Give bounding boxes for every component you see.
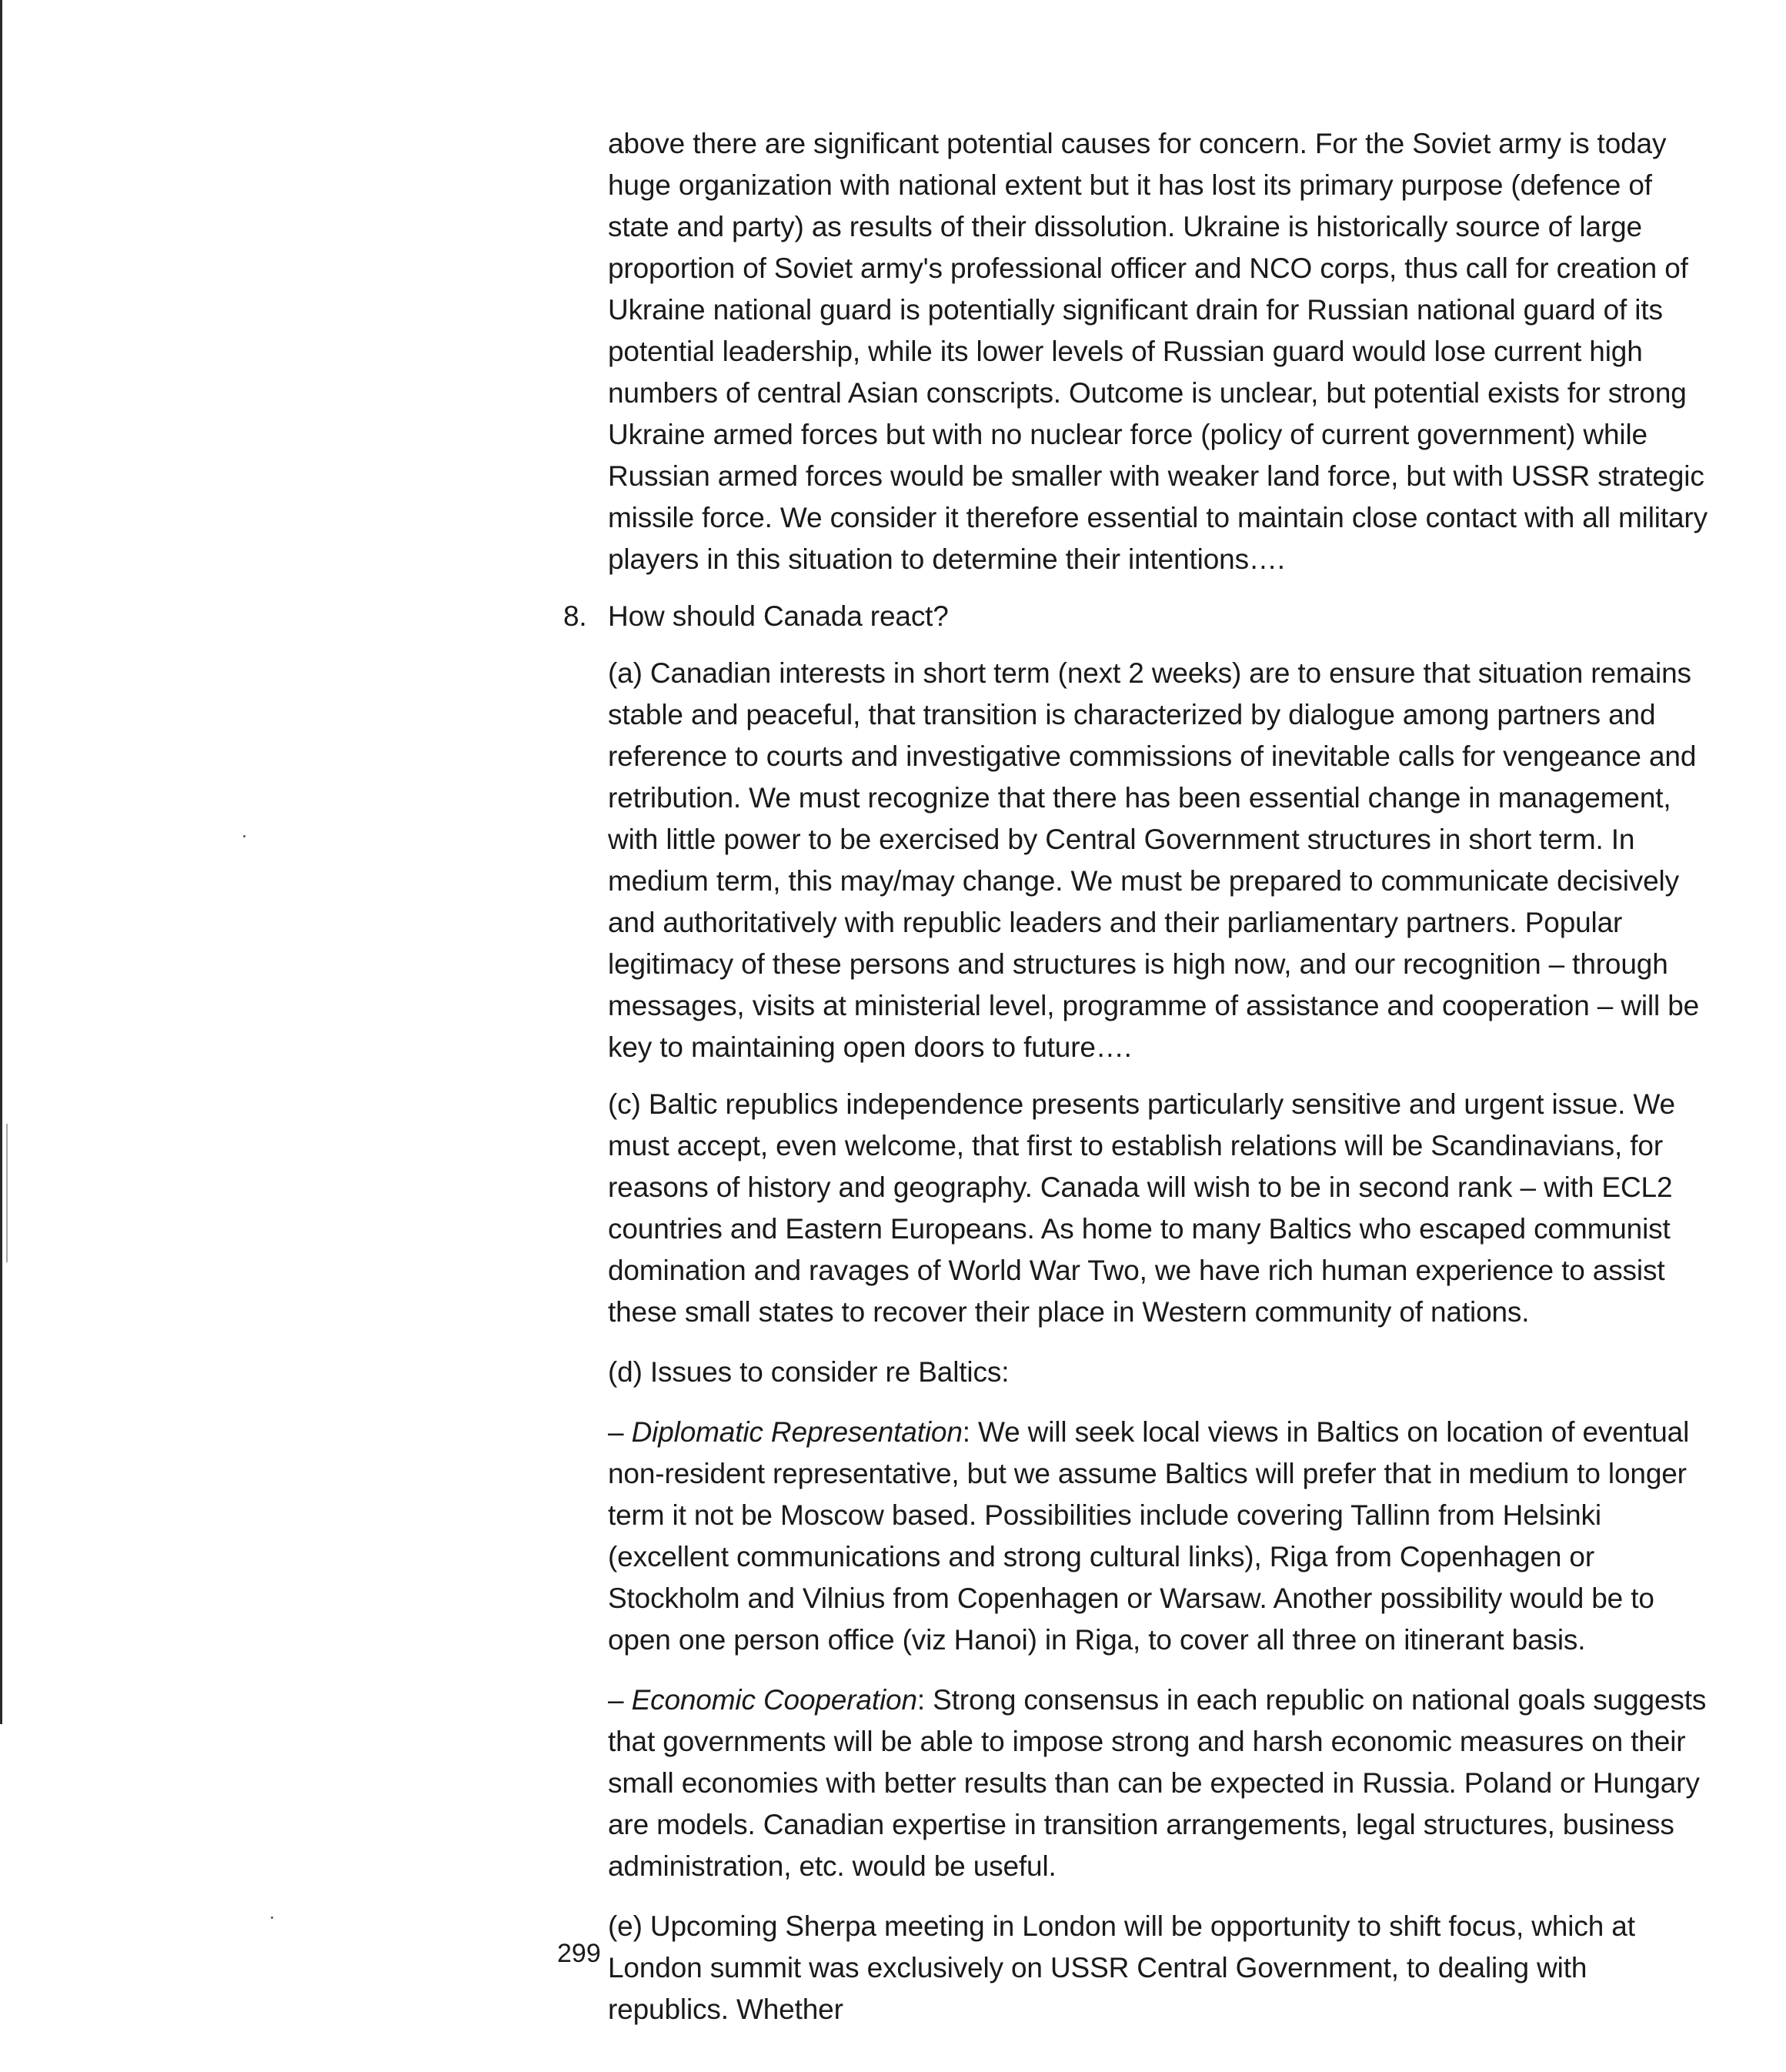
item-number: 8. [563, 600, 587, 632]
paragraph-economic-cooperation [608, 1679, 1708, 1887]
diplomatic-representation-text: : We will seek local views in Baltics on location of eventual non-resident representative, but we assume Baltics will prefer that in medium to longer term it not be Moscow based. Possibilities include covering Tallinn from Helsinki (excellent communications and strong cultural links), Riga from Copenhagen or Stockholm and Vilnius from Copenhagen or Warsaw. Another possibility would be to open one person office (viz Hanoi) in Riga, to cover all three on itinerant basis. [608, 1416, 1690, 1656]
numbered-item-8 [563, 596, 1708, 637]
paragraph-c-baltic-independence: (c) Baltic republics independence presents particularly sensitive and urgent issue. We must accept, even welcome, that first to establish relations will be Scandinavians, for reasons of history and geography. Canada will wish to be in second rank – with ECL2 countries and Eastern Europeans. As home to many Baltics who escaped communist domination and ravages of World War Two, we have rich human experience to assist these small states to recover their place in Western community of nations. [608, 1088, 1675, 1328]
scan-edge-artifact [6, 1124, 8, 1262]
paragraph-military-concerns: above there are significant potential causes for concern. For the Soviet army is today huge organization with national extent but it has lost its primary purpose (defence of state and party) as results of their dissolution. Ukraine is historically source of large proportion of Soviet army's professional officer and NCO corps, thus call for creation of Ukraine national guard is potentially significant drain for Russian national guard of its potential leadership, while its lower levels of Russian guard would lose current high numbers of central Asian conscripts. Outcome is unclear, but potential exists for strong Ukraine armed forces but with no nuclear force (policy of current government) while Russian armed forces would be smaller with weaker land force, but with USSR strategic missile force. We consider it therefore essential to maintain close contact with all military players in this situation to determine their intentions…. [608, 128, 1708, 575]
page-number: 299 [557, 1939, 601, 1968]
dash-prefix: – [608, 1684, 632, 1716]
scan-speck [271, 1917, 273, 1919]
scan-left-edge [0, 0, 2, 1724]
economic-cooperation-text: : Strong consensus in each republic on national goals suggests that governments will be able to impose strong and harsh economic measures on their small economies with better results than can be expected in Russia. Poland or Hungary are models. Canadian expertise in transition arrangements, legal structures, business administration, etc. would be useful. [608, 1684, 1707, 1882]
scan-speck [243, 835, 245, 837]
paragraph-a-canadian-interests: (a) Canadian interests in short term (next 2 weeks) are to ensure that situation remains stable and peaceful, that transition is characterized by dialogue among partners and reference to courts and investigative commissions of inevitable calls for vengeance and retribution. We must recognize that there has been essential change in management, with little power to be exercised by Central Government structures in short term. In medium term, this may/may change. We must be prepared to communicate decisively and authoritatively with republic leaders and their parliamentary partners. Popular legitimacy of these persons and structures is high now, and our recognition – through messages, visits at ministerial level, programme of assistance and cooperation – will be key to maintaining open doors to future…. [608, 657, 1700, 1063]
paragraph-diplomatic-representation [608, 1412, 1708, 1661]
paragraph-e-sherpa-meeting: (e) Upcoming Sherpa meeting in London will be opportunity to shift focus, which at London summit was exclusively on USSR Central Government, to dealing with republics. Whether [608, 1910, 1635, 2025]
subheading-economic-cooperation: Economic Cooperation [631, 1684, 917, 1716]
subheading-diplomatic-representation: Diplomatic Representation [631, 1416, 963, 1448]
paragraph-d-issues-baltics: (d) Issues to consider re Baltics: [608, 1356, 1010, 1388]
item-heading: How should Canada react? [608, 600, 949, 632]
dash-prefix: – [608, 1416, 632, 1448]
